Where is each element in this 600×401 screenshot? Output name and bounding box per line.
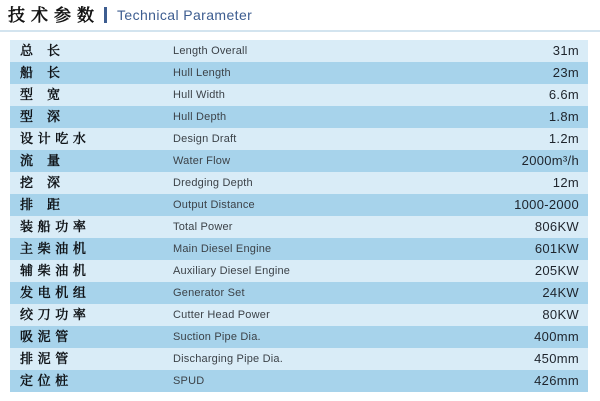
- table-row: [10, 238, 588, 260]
- param-name-cn: 型 宽: [20, 87, 61, 102]
- table-row: [10, 326, 588, 348]
- param-value: 601KW: [534, 241, 579, 256]
- param-value: 400mm: [534, 329, 579, 344]
- param-name-en: Discharging Pipe Dia.: [173, 353, 283, 365]
- param-name-cn: 船 长: [20, 65, 61, 80]
- table-row: [10, 282, 588, 304]
- table-row: [10, 172, 588, 194]
- param-name-en: Hull Depth: [173, 111, 227, 123]
- param-name-cn: 流 量: [20, 153, 61, 168]
- param-name-cn: 主 柴 油 机: [20, 241, 87, 256]
- param-name-cn: 设 计 吃 水: [20, 131, 87, 146]
- table-row: [10, 194, 588, 216]
- table-row: [10, 128, 588, 150]
- param-name-cn: 发 电 机 组: [20, 285, 87, 300]
- page-header: [0, 0, 600, 30]
- param-name-en: Design Draft: [173, 133, 237, 145]
- param-name-en: Output Distance: [173, 199, 255, 211]
- param-value: 450mm: [534, 351, 579, 366]
- table-row: [10, 370, 588, 392]
- table-row: [10, 304, 588, 326]
- param-name-cn: 辅 柴 油 机: [20, 263, 87, 278]
- param-value: 23m: [552, 65, 579, 80]
- header-rule: [0, 30, 600, 32]
- param-value: 806KW: [534, 219, 579, 234]
- param-name-en: Suction Pipe Dia.: [173, 331, 261, 343]
- param-value: 426mm: [534, 373, 579, 388]
- table-row: [10, 216, 588, 238]
- param-name-cn: 吸 泥 管: [20, 329, 69, 344]
- param-name-en: SPUD: [173, 375, 205, 387]
- param-name-en: Main Diesel Engine: [173, 243, 272, 255]
- param-value: 31m: [552, 43, 579, 58]
- param-value: 12m: [552, 175, 579, 190]
- param-value: 205KW: [534, 263, 579, 278]
- param-value: 24KW: [542, 285, 579, 300]
- param-name-cn: 定 位 桩: [20, 373, 69, 388]
- param-name-en: Generator Set: [173, 287, 245, 299]
- param-value: 2000m³/h: [521, 153, 579, 168]
- param-value: 1.2m: [548, 131, 579, 146]
- param-name-en: Hull Length: [173, 67, 231, 79]
- page-title-en: Technical Parameter: [117, 7, 253, 23]
- table-row: [10, 84, 588, 106]
- table-row: [10, 106, 588, 128]
- param-name-en: Total Power: [173, 221, 233, 233]
- param-name-cn: 绞 刀 功 率: [20, 307, 87, 322]
- param-name-en: Length Overall: [173, 45, 248, 57]
- table-row: [10, 150, 588, 172]
- param-name-cn: 装 船 功 率: [20, 219, 87, 234]
- param-name-en: Dredging Depth: [173, 177, 253, 189]
- param-name-en: Auxiliary Diesel Engine: [173, 265, 291, 277]
- param-name-en: Cutter Head Power: [173, 309, 270, 321]
- table-row: [10, 62, 588, 84]
- param-name-cn: 排 距: [20, 197, 61, 212]
- param-value: 1000-2000: [514, 197, 579, 212]
- param-value: 6.6m: [548, 87, 579, 102]
- table-row: [10, 348, 588, 370]
- param-name-cn: 型 深: [20, 109, 61, 124]
- param-value: 1.8m: [548, 109, 579, 124]
- param-name-en: Hull Width: [173, 89, 226, 101]
- param-name-cn: 挖 深: [20, 175, 61, 190]
- title-separator-bar: [104, 7, 107, 23]
- param-name-en: Water Flow: [173, 155, 231, 167]
- parameter-table: [10, 40, 588, 392]
- param-value: 80KW: [542, 307, 579, 322]
- table-row: [10, 260, 588, 282]
- param-name-cn: 排 泥 管: [20, 351, 69, 366]
- page-title-cn: 技术参数: [8, 5, 100, 25]
- table-row: [10, 40, 588, 62]
- param-name-cn: 总 长: [20, 43, 61, 58]
